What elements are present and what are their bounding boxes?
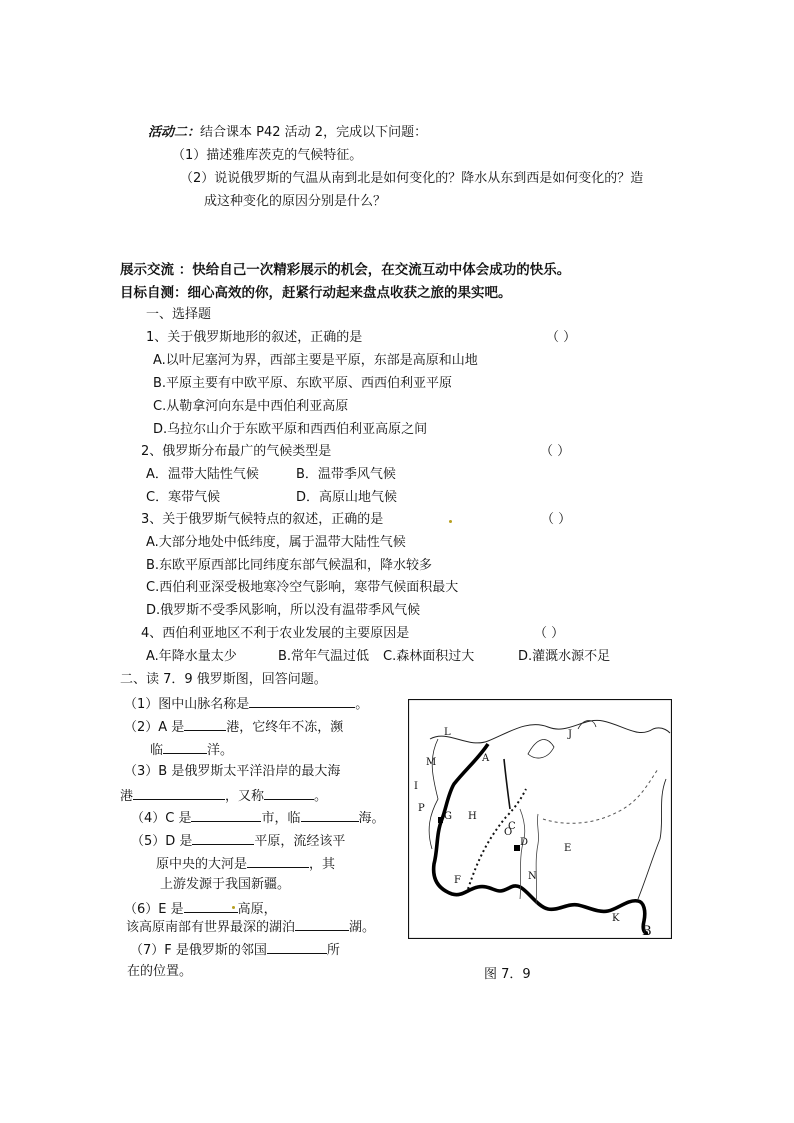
map-label-i: I bbox=[414, 781, 418, 792]
s2-q2-cont: 临 洋。 bbox=[150, 740, 233, 760]
mc2-option-a: A．温带大陆性气候 bbox=[146, 467, 259, 482]
answer-blank[interactable] bbox=[184, 717, 226, 731]
mc4-option-b: B.常年气温过低 bbox=[278, 649, 370, 664]
s2-q5-line3: 上游发源于我国新疆。 bbox=[160, 877, 291, 892]
answer-blank[interactable] bbox=[163, 740, 207, 754]
map-label-a: A bbox=[482, 753, 490, 764]
s2-q5: （5）D 是 平原，流经该平 bbox=[131, 831, 345, 851]
selftest-heading: 目标自测：细心高效的你，赶紧行动起来盘点收获之旅的果实吧。 bbox=[120, 285, 512, 301]
mc3-bracket: （ ） bbox=[541, 512, 572, 527]
activity2-q2-line1: （2）说说俄罗斯的气温从南到北是如何变化的？降水从东到西是如何变化的？造 bbox=[180, 171, 644, 186]
answer-blank[interactable] bbox=[133, 786, 225, 800]
map-label-j: J bbox=[568, 729, 573, 740]
mc1-option-c: C.从勒拿河向东是中西伯利亚高原 bbox=[153, 399, 349, 414]
s2-q3-cont: 港 ，又称 。 bbox=[120, 786, 327, 806]
s2-q7-cont: 在的位置。 bbox=[127, 964, 193, 979]
map-label-o: O bbox=[504, 827, 513, 838]
activity2-prompt: 结合课本 P42 活动 2，完成以下问题： bbox=[200, 125, 428, 140]
mc3-stem: 3、关于俄罗斯气候特点的叙述，正确的是 bbox=[141, 512, 384, 527]
map-label-b: B bbox=[642, 924, 652, 939]
russia-map bbox=[408, 699, 672, 939]
mc1-option-a: A.以叶尼塞河为界，西部主要是平原，东部是高原和山地 bbox=[153, 353, 478, 368]
s2-q6-cont: 该高原南部有世界最深的湖泊 湖。 bbox=[126, 917, 375, 937]
mc2-bracket: （ ） bbox=[540, 444, 571, 459]
stray-dot bbox=[232, 906, 235, 909]
showcase-heading: 展示交流 ：快给自己一次精彩展示的机会，在交流互动中体会成功的快乐。 bbox=[120, 262, 571, 278]
map-label-e: E bbox=[564, 843, 572, 854]
mc4-option-c: C.森林面积过大 bbox=[383, 649, 475, 664]
map-label-p: P bbox=[418, 803, 425, 814]
answer-blank[interactable] bbox=[264, 786, 314, 800]
answer-blank[interactable] bbox=[192, 831, 254, 845]
answer-blank[interactable] bbox=[191, 808, 261, 822]
s2-q1: （1）图中山脉名称是 。 bbox=[124, 694, 368, 714]
map-label-m: M bbox=[426, 757, 437, 768]
activity2-q2-line2: 成这种变化的原因分别是什么？ bbox=[204, 194, 387, 209]
section1-title: 一、选择题 bbox=[146, 307, 212, 322]
mc4-bracket: （ ） bbox=[534, 626, 565, 641]
mc2-option-b: B．温带季风气候 bbox=[296, 467, 396, 482]
answer-blank[interactable] bbox=[295, 917, 349, 931]
answer-blank[interactable] bbox=[301, 808, 359, 822]
map-label-l: L bbox=[444, 727, 451, 738]
map-label-c: C bbox=[508, 821, 516, 832]
mc1-option-b: B.平原主要有中欧平原、东欧平原、西西伯利亚平原 bbox=[153, 376, 453, 391]
s2-q4: （4）C 是 市，临 海。 bbox=[131, 808, 385, 828]
answer-blank[interactable] bbox=[249, 694, 355, 708]
map-label-n: N bbox=[528, 871, 537, 882]
mc3-option-b: B.东欧平原西部比同纬度东部气候温和，降水较多 bbox=[146, 558, 433, 573]
mc3-option-c: C.西伯利亚深受极地寒冷空气影响，寒带气候面积最大 bbox=[146, 580, 459, 595]
mc4-stem: 4、西伯利亚地区不利于农业发展的主要原因是 bbox=[141, 626, 410, 641]
s2-q2: （2）A 是 港，它终年不冻，濒 bbox=[124, 717, 343, 737]
mc3-option-d: D.俄罗斯不受季风影响，所以没有温带季风气候 bbox=[146, 603, 421, 618]
answer-blank[interactable] bbox=[267, 940, 327, 954]
mc4-option-d: D.灌溉水源不足 bbox=[518, 649, 611, 664]
map-label-d: D bbox=[520, 837, 529, 848]
s2-q6: （6）E 是 高原， bbox=[124, 899, 277, 919]
s2-q3: （3）B 是俄罗斯太平洋沿岸的最大海 bbox=[124, 764, 341, 779]
activity2-line bbox=[148, 124, 427, 142]
mc2-stem: 2、俄罗斯分布最广的气候类型是 bbox=[141, 444, 332, 459]
section2-title: 二、读 7．9 俄罗斯图，回答问题。 bbox=[120, 672, 327, 687]
mc1-stem: 1、关于俄罗斯地形的叙述，正确的是 bbox=[146, 330, 363, 345]
stray-dot bbox=[449, 520, 452, 523]
answer-blank[interactable] bbox=[247, 854, 309, 868]
mc2-option-d: D．高原山地气候 bbox=[296, 490, 398, 505]
s2-q5-cont: 原中央的大河是 ，其 bbox=[156, 854, 335, 874]
mc1-option-d: D.乌拉尔山介于东欧平原和西西伯利亚高原之间 bbox=[153, 422, 428, 437]
activity2-label: 活动二： bbox=[148, 125, 201, 140]
activity2-q1: （1）描述雅库茨克的气候特征。 bbox=[172, 148, 363, 163]
map-label-h: H bbox=[468, 811, 477, 822]
s2-q7: （7）F 是俄罗斯的邻国 所 bbox=[130, 940, 340, 960]
mc4-option-a: A.年降水量太少 bbox=[146, 649, 237, 664]
answer-blank[interactable] bbox=[184, 899, 238, 913]
figure-caption: 图 7．9 bbox=[484, 967, 531, 982]
mc2-option-c: C．寒带气候 bbox=[146, 490, 221, 505]
map-label-g: G bbox=[444, 811, 452, 822]
mc1-bracket: （ ） bbox=[546, 330, 577, 345]
map-label-f: F bbox=[454, 875, 461, 886]
mc3-option-a: A.大部分地处中低纬度，属于温带大陆性气候 bbox=[146, 535, 406, 550]
map-label-k: K bbox=[612, 913, 620, 924]
